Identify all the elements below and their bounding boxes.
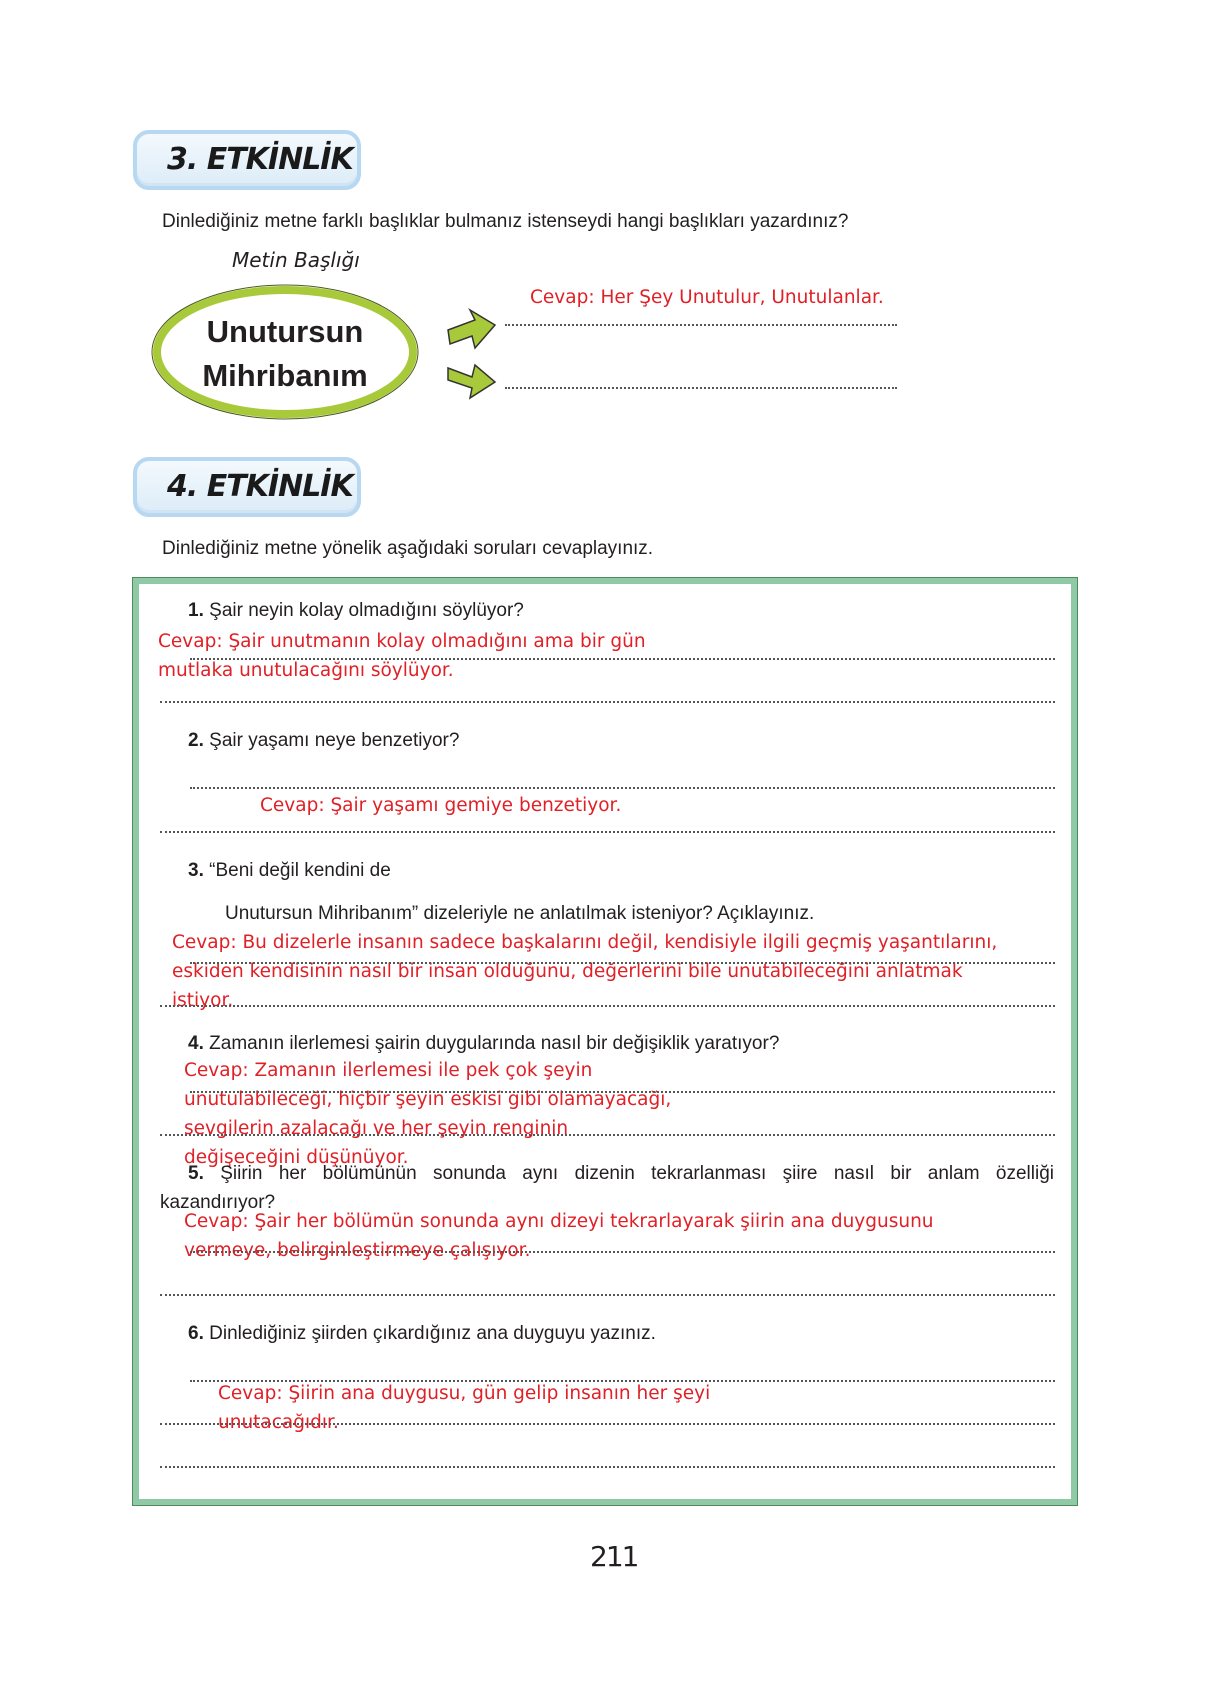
arrow-icon bbox=[448, 365, 495, 398]
question-3: 3. “Beni değil kendini de bbox=[188, 860, 391, 881]
answer-1-line-2: mutlaka unutulacağını söylüyor. bbox=[158, 660, 454, 681]
answer-4-line-3: sevgilerin azalacağı ve her şeyin renginin bbox=[184, 1118, 569, 1139]
activity-3-answer: Cevap: Her Şey Unutulur, Unutulanlar. bbox=[530, 287, 884, 308]
activity-4-badge: 4. ETKİNLİK bbox=[133, 457, 361, 517]
answer-1-line-1: Cevap: Şair unutmanın kolay olmadığını ama bir gün bbox=[158, 631, 646, 652]
question-4: 4. Zamanın ilerlemesi şairin duygularında nasıl bir değişiklik yaratıyor? bbox=[188, 1033, 780, 1054]
answer-5-line-1: Cevap: Şair her bölümün sonunda aynı dizeyi tekrarlayarak şiirin ana duygusunu bbox=[184, 1211, 934, 1232]
answer-6-line-1: Cevap: Şiirin ana duygusu, gün gelip insanın her şeyi bbox=[218, 1383, 711, 1404]
answer-3-line-2: eskiden kendisinin nasıl bir insan olduğunu, değerlerini bile unutabileceğini anlatmak bbox=[172, 961, 963, 982]
answer-3-line-3: istiyor. bbox=[172, 990, 234, 1011]
answer-4-line-2: unutulabileceği, hiçbir şeyin eskisi gibi olamayacağı, bbox=[184, 1089, 672, 1110]
question-1: 1. Şair neyin kolay olmadığını söylüyor? bbox=[188, 600, 524, 621]
answer-5-line-2: vermeye, belirginleştirmeye çalışıyor. bbox=[184, 1240, 531, 1261]
question-5: 5. Şiirin her bölümünün sonunda aynı dizenin tekrarlanması şiire nasıl bir anlam özelliği bbox=[188, 1163, 1054, 1184]
answer-2-line-1: Cevap: Şair yaşamı gemiye benzetiyor. bbox=[260, 795, 622, 816]
text-title: Unutursun Mihribanım bbox=[202, 314, 368, 393]
question-2: 2. Şair yaşamı neye benzetiyor? bbox=[188, 730, 460, 751]
question-6: 6. Dinlediğiniz şiirden çıkardığınız ana duyguyu yazınız. bbox=[188, 1323, 656, 1344]
answer-line bbox=[505, 387, 897, 389]
answer-line bbox=[505, 324, 897, 326]
question-3-line-2: Unutursun Mihribanım” dizeleriyle ne anlatılmak isteniyor? Açıklayınız. bbox=[225, 903, 815, 924]
question-5-line-2: kazandırıyor? bbox=[160, 1192, 276, 1213]
arrow-icon bbox=[448, 310, 495, 348]
answer-6-line-2: unutacağıdır. bbox=[218, 1412, 339, 1433]
answer-3-line-1: Cevap: Bu dizelerle insanın sadece başkalarını değil, kendisiyle ilgili geçmiş yaşantılarını, bbox=[172, 932, 998, 953]
activity-4-instruction: Dinlediğiniz metne yönelik aşağıdaki soruları cevaplayınız. bbox=[162, 538, 654, 559]
page-number: 211 bbox=[590, 1540, 638, 1573]
answer-4-line-4: değişeceğini düşünüyor. bbox=[184, 1147, 409, 1168]
text-title-label: Metin Başlığı bbox=[232, 248, 360, 272]
answer-4-line-1: Cevap: Zamanın ilerlemesi ile pek çok şeyin bbox=[184, 1060, 593, 1081]
activity-3-badge: 3. ETKİNLİK bbox=[133, 130, 361, 190]
activity-3-instruction: Dinlediğiniz metne farklı başlıklar bulmanız istenseydi hangi başlıkları yazardınız? bbox=[162, 211, 849, 232]
